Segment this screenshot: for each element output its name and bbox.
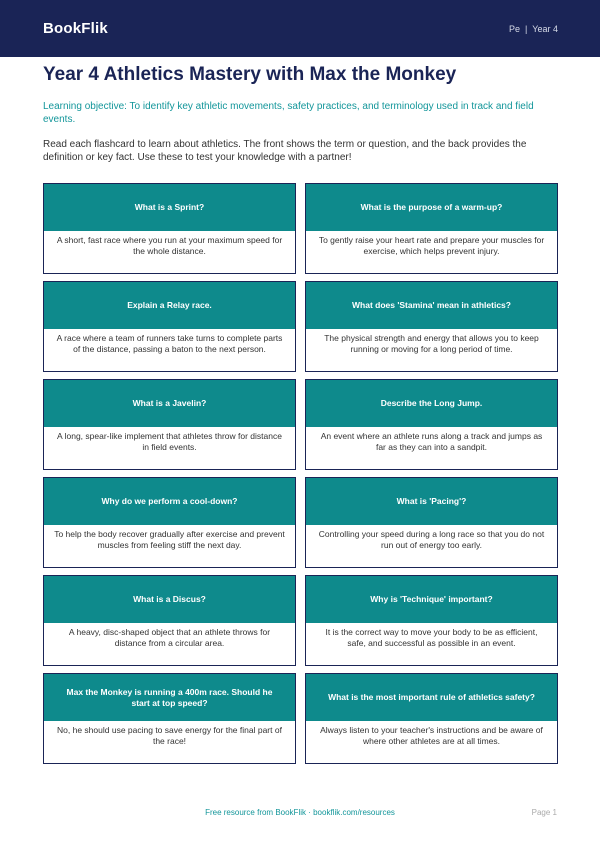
breadcrumb-year: Year 4: [532, 23, 558, 34]
learning-objective: Learning objective: To identify key athletic movements, safety practices, and terminology used in track and field events.: [43, 101, 534, 125]
breadcrumb: [509, 24, 558, 34]
flashcard-back: A race where a team of runners take turns to complete parts of the distance, passing a baton to the next person.: [44, 329, 295, 371]
brand-logo[interactable]: BookFlik: [43, 20, 108, 37]
flashcard-back: No, he should use pacing to save energy for the final part of the race!: [44, 721, 295, 763]
flashcard-front: Why is 'Technique' important?: [306, 576, 557, 623]
flashcard-back: It is the correct way to move your body to be as efficient, safe, and successful as possible in an event.: [306, 623, 557, 665]
footer-resource-link[interactable]: Free resource from BookFlik · bookflik.com/resources: [205, 808, 395, 817]
flashcard[interactable]: [305, 379, 558, 470]
top-bar: [0, 0, 600, 57]
intro-text: Read each flashcard to learn about athletics. The front shows the term or question, and the back provides the definition or key fact. Use these to test your knowledge with a partner!: [43, 139, 527, 163]
flashcard-back: Controlling your speed during a long race so that you do not run out of energy too early.: [306, 525, 557, 567]
flashcard-front: What is a Sprint?: [44, 184, 295, 231]
flashcard-front: Explain a Relay race.: [44, 282, 295, 329]
flashcard[interactable]: [305, 183, 558, 274]
flashcard-back: The physical strength and energy that allows you to keep running or moving for a long period of time.: [306, 329, 557, 371]
flashcard-front: Why do we perform a cool-down?: [44, 478, 295, 525]
flashcard-front: What is a Javelin?: [44, 380, 295, 427]
flashcard-front: What is the most important rule of athletics safety?: [306, 674, 557, 721]
flashcard-front: What does 'Stamina' mean in athletics?: [306, 282, 557, 329]
flashcard-back: A long, spear-like implement that athletes throw for distance in field events.: [44, 427, 295, 469]
flashcard-back: To help the body recover gradually after exercise and prevent muscles from feeling stiff the next day.: [44, 525, 295, 567]
flashcard[interactable]: [43, 183, 296, 274]
flashcard[interactable]: [43, 281, 296, 372]
page-number: Page 1: [531, 808, 557, 817]
flashcard-front: Max the Monkey is running a 400m race. Should he start at top speed?: [44, 674, 295, 721]
flashcard[interactable]: [305, 281, 558, 372]
flashcard[interactable]: [305, 477, 558, 568]
flashcard[interactable]: [43, 575, 296, 666]
flashcard[interactable]: [43, 477, 296, 568]
flashcard[interactable]: [305, 575, 558, 666]
breadcrumb-separator: |: [524, 23, 528, 34]
flashcard-front: What is a Discus?: [44, 576, 295, 623]
flashcard-back: To gently raise your heart rate and prepare your muscles for exercise, which helps prevent injury.: [306, 231, 557, 273]
flashcard-front: Describe the Long Jump.: [306, 380, 557, 427]
flashcard-back: A short, fast race where you run at your maximum speed for the whole distance.: [44, 231, 295, 273]
flashcard-back: A heavy, disc-shaped object that an athlete throws for distance from a circular area.: [44, 623, 295, 665]
flashcard-front: What is 'Pacing'?: [306, 478, 557, 525]
flashcard-grid: [43, 183, 558, 764]
flashcard-back: An event where an athlete runs along a track and jumps as far as they can into a sandpit.: [306, 427, 557, 469]
flashcard-back: Always listen to your teacher's instructions and be aware of where other athletes are at all times.: [306, 721, 557, 763]
breadcrumb-subject: Pe: [508, 23, 520, 34]
flashcard[interactable]: [43, 673, 296, 764]
flashcard[interactable]: [43, 379, 296, 470]
flashcard[interactable]: [305, 673, 558, 764]
flashcard-front: What is the purpose of a warm-up?: [306, 184, 557, 231]
page-title: Year 4 Athletics Mastery with Max the Monkey: [43, 64, 457, 85]
